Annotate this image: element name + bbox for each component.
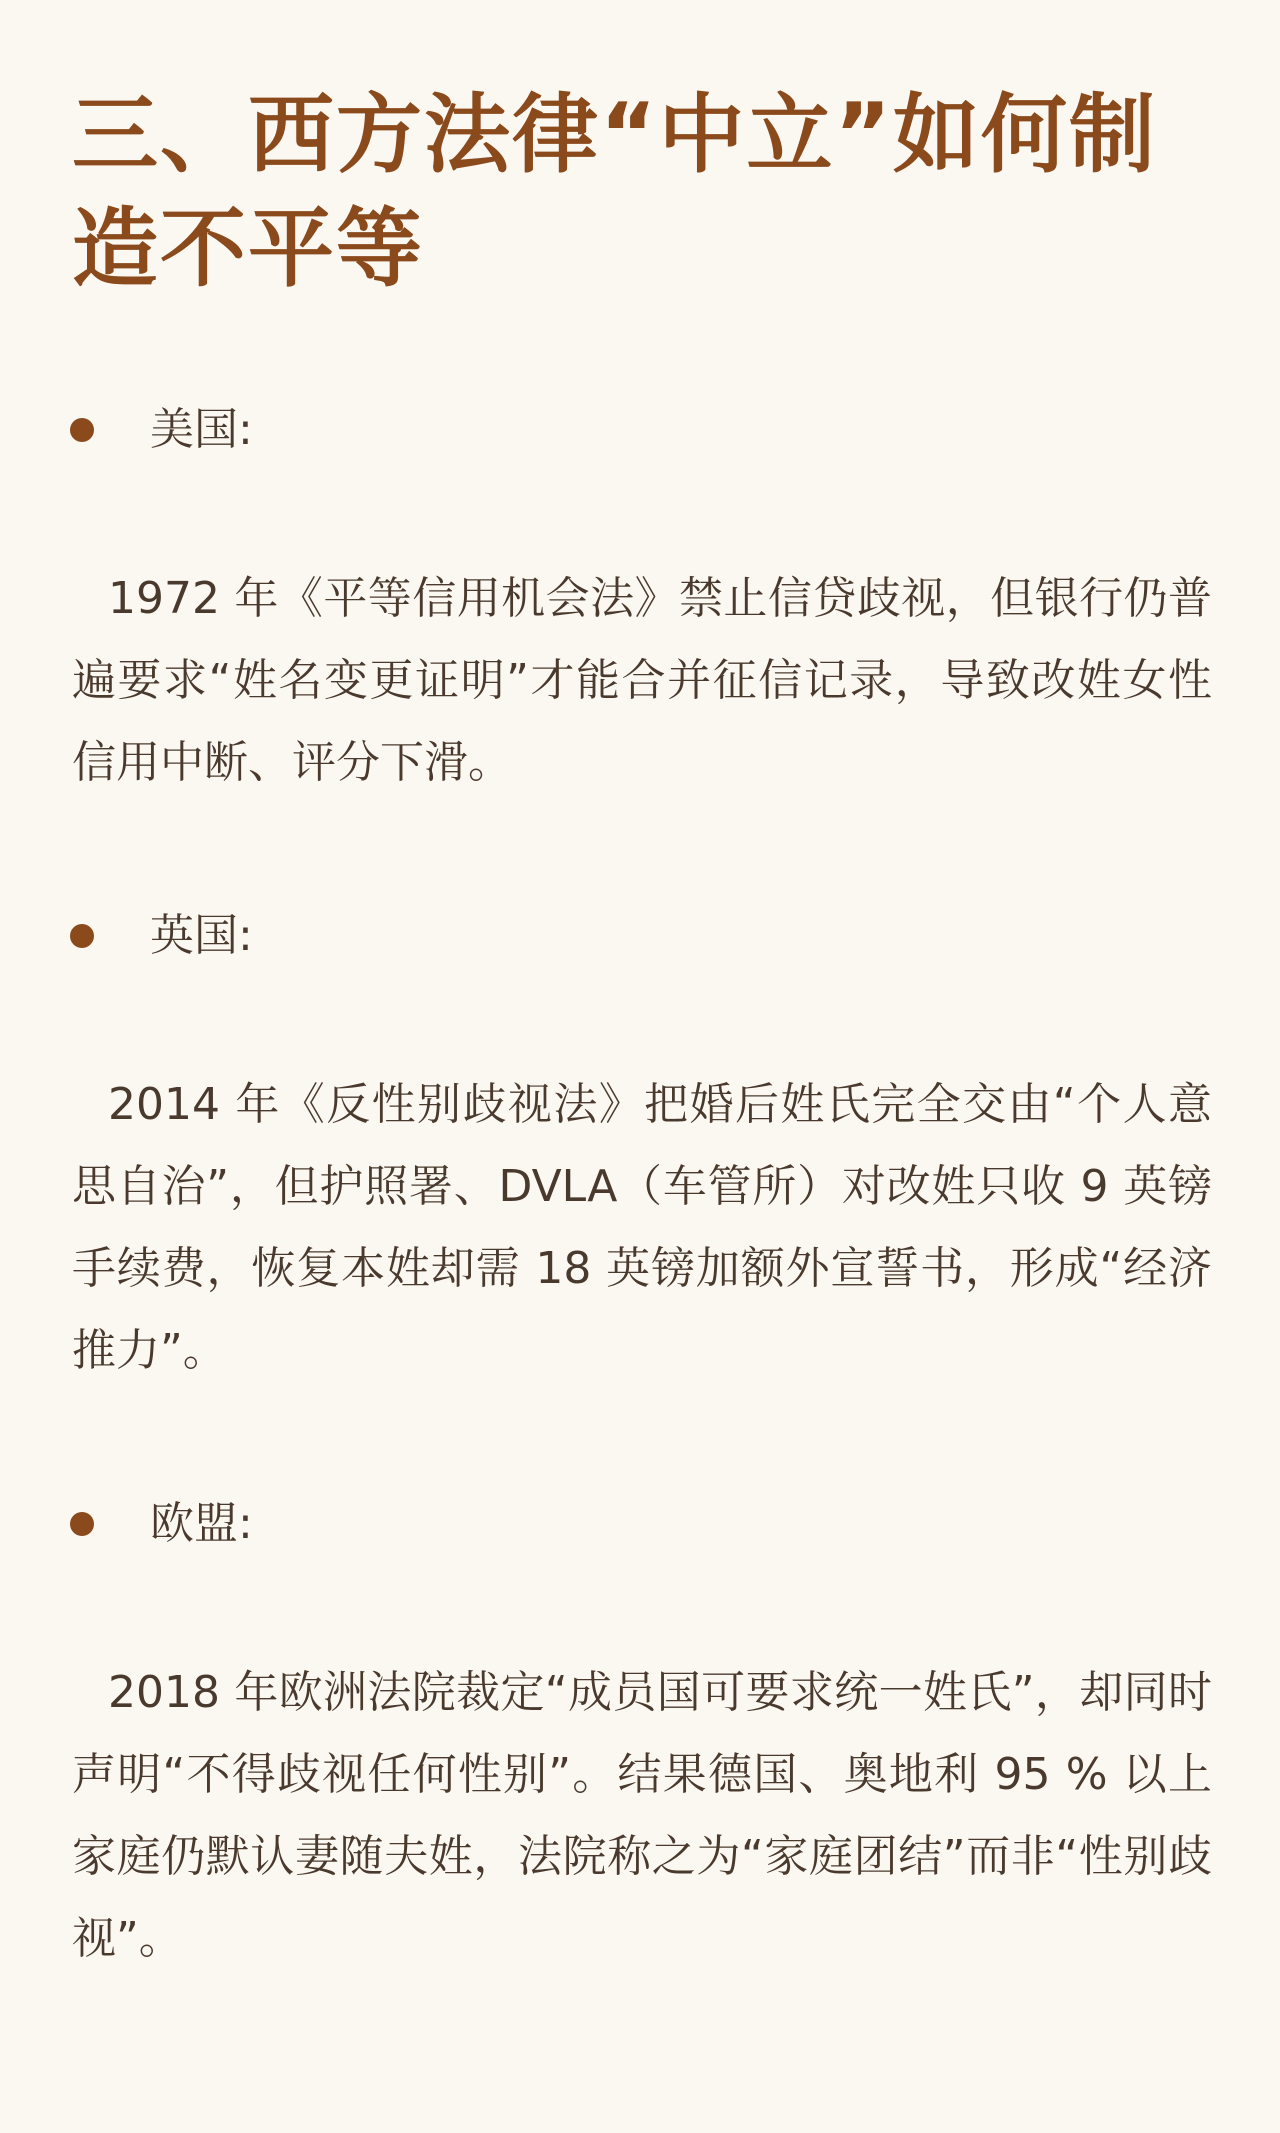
section-paragraph-eu: 2018 年欧洲法院裁定“成员国可要求统一姓氏”，却同时声明“不得歧视任何性别”。结果德国、奥地利 95 % 以上家庭仍默认妻随夫姓，法院称之为“家庭团结”而非“性别歧视”。 <box>72 1667 1212 1964</box>
section-label: 美国: <box>150 404 253 455</box>
bullet-dot-icon <box>70 924 94 948</box>
bullet-dot-icon <box>70 1512 94 1536</box>
bullet-dot-icon <box>70 418 94 442</box>
section-label: 欧盟: <box>150 1498 253 1549</box>
section-heading-usa <box>70 400 253 460</box>
section-paragraph-uk: 2014 年《反性别歧视法》把婚后姓氏完全交由“个人意思自治”，但护照署、DVLA（车管所）对改姓只收 9 英镑手续费，恢复本姓却需 18 英镑加额外宣誓书，形成“经济推力”。 <box>72 1079 1212 1376</box>
section-label: 英国: <box>150 910 253 961</box>
section-heading-uk <box>70 906 253 966</box>
page-title: 三、西方法律“中立”如何制造不平等 <box>72 85 1158 299</box>
section-heading-eu <box>70 1494 253 1554</box>
section-paragraph-usa: 1972 年《平等信用机会法》禁止信贷歧视，但银行仍普遍要求“姓名变更证明”才能合并征信记录，导致改姓女性信用中断、评分下滑。 <box>72 573 1212 788</box>
